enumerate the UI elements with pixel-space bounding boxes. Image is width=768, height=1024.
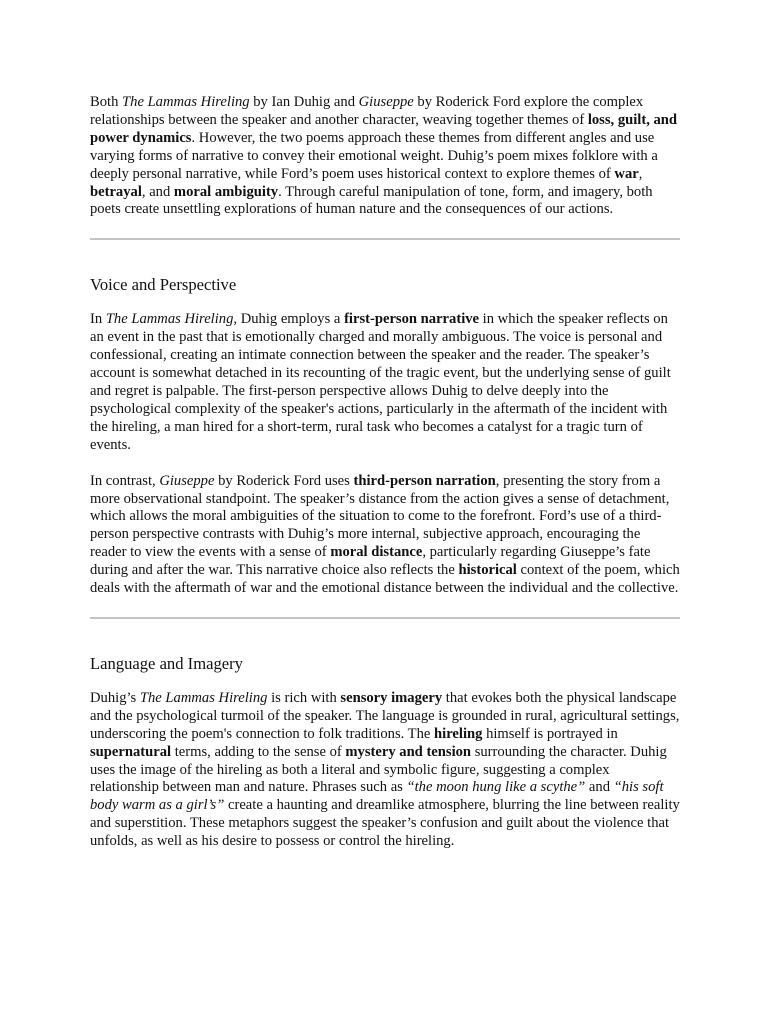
text-run: Duhig’s [90,689,140,706]
bold-term: loss, guilt, and power dynamics [90,111,678,146]
text-run: by Ian Duhig and [249,94,359,110]
section-divider [90,617,680,619]
text-run: . However, the two poems approach these themes from different angles and use varying forms of narrative to convey their emotional weight. Duhig’s poem mixes folklore with a deeply personal narrative, while Ford’s poem uses historical context to explore themes of [90,129,658,182]
section-heading-language: Language and Imagery [90,653,243,673]
section-heading-voice: Voice and Perspective [90,275,237,295]
bold-term: first-person narrative [344,311,480,328]
text-run: , particularly regarding Giuseppe’s fate during and after the war. This narrative choice also reflects the [90,544,651,579]
text-run: Both [90,94,123,110]
text-run: terms, adding to the sense of [171,743,346,760]
bold-term: moral distance [330,544,423,561]
text-run: . Through careful manipulation of tone, form, and imagery, both poets create unsettling explorations of human nature and the consequences of our actions. [90,183,653,218]
bold-term: historical [458,562,517,579]
text-run: and [585,779,614,796]
bold-term: mystery and tension [345,743,472,760]
poem-title: Giuseppe [358,94,414,110]
voice-paragraph-2 [90,473,680,598]
poem-title: The Lammas Hireling [139,689,268,706]
text-run: , [638,165,643,182]
text-run: by Roderick Ford uses [214,472,354,489]
text-run: is rich with [267,689,341,706]
bold-term: hireling [434,725,483,742]
bold-term: betrayal [90,183,142,200]
bold-term: supernatural [90,743,172,760]
poem-title: The Lammas Hireling [122,94,250,110]
text-run: by Roderick Ford explore the complex relationships between the speaker and another character, weaving together themes of [90,94,644,128]
poem-title: The Lammas Hireling [105,311,234,328]
intro-paragraph [90,94,680,219]
bold-term: war [614,165,639,182]
text-run: In contrast, [90,472,160,489]
text-run: , Duhig employs a [233,311,345,328]
text-run: surrounding the character. Duhig uses the image of the hireling as both a literal and symbolic figure, suggesting a complex relationship between man and nature. Phrases such as [90,743,667,796]
language-paragraph-1 [90,690,680,851]
bold-term: moral ambiguity [173,183,279,200]
text-run: , and [141,183,174,200]
poem-title: Giuseppe [159,472,215,489]
bold-term: sensory imagery [340,689,443,706]
text-run: In [90,311,106,328]
text-run: create a haunting and dreamlike atmosphere, blurring the line between reality and superstition. These metaphors suggest the speaker’s confusion and guilt about the violence that unfolds, as well as his desire to possess or control the hireling. [90,797,680,850]
text-run: in which the speaker reflects on an event in the past that is emotionally charged and morally ambiguous. The voice is personal and confessional, creating an intimate connection between the speaker and the reader. The speaker’s account is somewhat detached in its recounting of the tragic event, but the underlying sense of guilt and regret is palpable. The first-person perspective allows Duhig to delve deeply into the psychological complexity of the speaker's actions, particularly in the aftermath of the incident with the hireling, a man hired for a short-term, rural task who becomes a catalyst for a tragic turn of events. [90,311,671,453]
voice-paragraph-1 [90,311,680,454]
document-page [90,94,680,851]
bold-term: third-person narration [353,472,496,489]
quotation: “the moon hung like a scythe” [406,779,586,796]
text-run: context of the poem, which deals with the aftermath of war and the emotional distance between the individual and the collective. [90,562,680,597]
quotation: “his soft body warm as a girl’s” [90,779,664,814]
text-run: , presenting the story from a more observational standpoint. The speaker’s distance from the action gives a sense of detachment, which allows the moral ambiguities of the situation to come to the forefront. Ford’s use of a third-person perspective contrasts with Duhig’s more internal, subjective approach, encouraging the reader to view the events with a sense of [90,472,670,561]
section-divider [90,238,680,240]
text-run: himself is portrayed in [482,725,618,742]
text-run: that evokes both the physical landscape and the psychological turmoil of the speaker. The language is grounded in rural, agricultural settings, underscoring the poem's connection to folk traditions. The [90,689,680,742]
